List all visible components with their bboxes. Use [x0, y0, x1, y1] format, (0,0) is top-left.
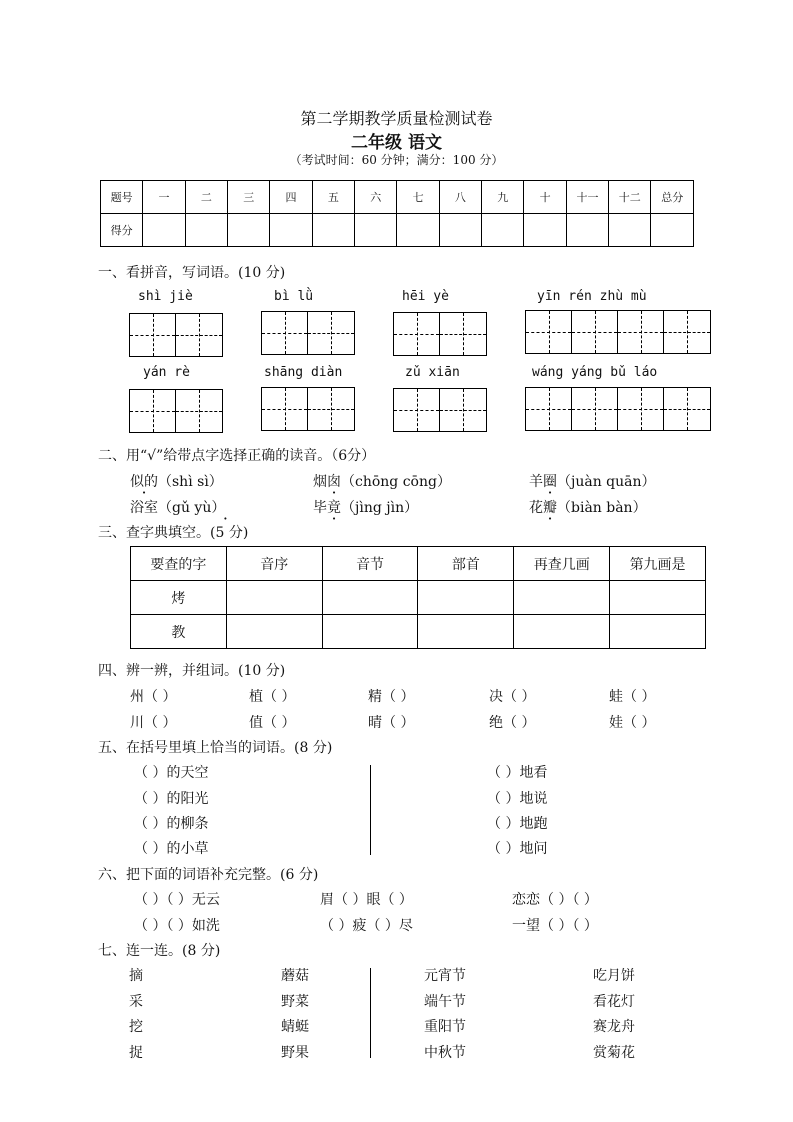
pinyin-label: yīn rén zhù mù	[537, 289, 647, 304]
score-cell[interactable]	[270, 214, 312, 247]
word-pair[interactable]: 决（ ）	[489, 689, 536, 705]
word-pair[interactable]: 晴（ ）	[368, 715, 415, 731]
dictionary-header-cell: 部首	[418, 547, 514, 581]
match-left-item[interactable]: 捉	[129, 1045, 143, 1061]
dictionary-char: 教	[131, 615, 227, 649]
reading-item	[529, 471, 656, 491]
pinyin-label: shì jiè	[138, 289, 193, 304]
item-text: 烟	[313, 474, 327, 490]
pinyin-label: bì lǜ	[274, 289, 314, 304]
exam-subtitle: 二年级 语文	[351, 133, 442, 153]
word-pair[interactable]: 精（ ）	[368, 689, 415, 705]
score-cell[interactable]	[228, 214, 270, 247]
score-header-cell: 四	[270, 181, 312, 214]
reading-item	[529, 497, 647, 517]
item-options[interactable]: （biàn bàn）	[557, 500, 647, 516]
dotted-char: 圈	[543, 474, 557, 490]
score-table	[100, 180, 694, 247]
score-cell[interactable]	[397, 214, 439, 247]
idiom-item[interactable]: （ ）疲（ ）尽	[320, 918, 413, 934]
match-left-item[interactable]: 中秋节	[424, 1045, 466, 1061]
fill-item[interactable]: （ ）地跑	[487, 816, 548, 832]
pinyin-label: shāng diàn	[264, 365, 343, 380]
idiom-item[interactable]: 眉（ ）眼（ ）	[320, 892, 413, 908]
item-text: 似	[130, 474, 144, 490]
dictionary-cell[interactable]	[610, 581, 706, 615]
divider	[370, 968, 371, 1058]
match-left-item[interactable]: 重阳节	[424, 1019, 466, 1035]
score-header-cell: 五	[312, 181, 354, 214]
score-cell[interactable]	[143, 214, 185, 247]
dictionary-header-row	[131, 547, 706, 581]
dictionary-cell[interactable]	[322, 615, 418, 649]
score-header-cell: 总分	[651, 181, 694, 214]
score-cell[interactable]	[482, 214, 524, 247]
divider	[370, 765, 371, 855]
score-header-row	[101, 181, 694, 214]
fill-item[interactable]: （ ）的天空	[134, 765, 209, 781]
match-right-item[interactable]: 吃月饼	[593, 968, 635, 984]
score-header-cell: 二	[185, 181, 227, 214]
score-cell[interactable]	[609, 214, 651, 247]
dictionary-cell[interactable]	[226, 581, 322, 615]
score-cell[interactable]	[439, 214, 481, 247]
dictionary-cell[interactable]	[418, 615, 514, 649]
item-options[interactable]: （juàn quān）	[557, 474, 656, 490]
score-header-cell: 十	[524, 181, 566, 214]
pinyin-label: zǔ xiān	[405, 365, 460, 380]
idiom-item[interactable]: （ ）（ ）无云	[134, 892, 220, 908]
match-right-item[interactable]: 蜻蜓	[281, 1019, 309, 1035]
dictionary-table	[130, 546, 706, 649]
dictionary-cell[interactable]	[226, 615, 322, 649]
pinyin-label: yán rè	[143, 365, 190, 380]
dictionary-header-cell: 音序	[226, 547, 322, 581]
dictionary-row	[131, 581, 706, 615]
score-cell[interactable]	[355, 214, 397, 247]
item-options[interactable]: （chōng cōng）	[341, 474, 451, 490]
writing-grid[interactable]	[525, 310, 711, 354]
match-left-item[interactable]: 挖	[129, 1019, 143, 1035]
score-header-cell: 十二	[609, 181, 651, 214]
word-pair[interactable]: 植（ ）	[249, 689, 296, 705]
section-2-heading: 二、用“√”给带点字选择正确的读音。（6分）	[98, 448, 376, 464]
score-cell[interactable]	[566, 214, 608, 247]
score-value-row	[101, 214, 694, 247]
dictionary-header-cell: 第九画是	[610, 547, 706, 581]
score-header-cell: 八	[439, 181, 481, 214]
dotted-char: 竟	[327, 500, 341, 516]
score-row-label: 得分	[101, 214, 143, 247]
idiom-item[interactable]: 恋恋（ ）（ ）	[512, 892, 598, 908]
dictionary-row	[131, 615, 706, 649]
word-pair[interactable]: 川（ ）	[130, 715, 177, 731]
dotted-char: 瓣	[543, 500, 557, 516]
exam-title: 第二学期教学质量检测试卷	[300, 109, 493, 128]
writing-grid[interactable]	[261, 311, 355, 355]
match-right-item[interactable]: 蘑菇	[281, 968, 309, 984]
score-header-cell: 题号	[101, 181, 143, 214]
match-right-item[interactable]: 赛龙舟	[593, 1019, 635, 1035]
dictionary-cell[interactable]	[322, 581, 418, 615]
match-right-item[interactable]: 赏菊花	[593, 1045, 635, 1061]
fill-item[interactable]: （ ）地问	[487, 841, 548, 857]
score-header-cell: 七	[397, 181, 439, 214]
item-options[interactable]: 的（shì sì）	[144, 474, 223, 490]
dictionary-cell[interactable]	[514, 615, 610, 649]
dictionary-header-cell: 音节	[322, 547, 418, 581]
dictionary-header-cell: 要查的字	[131, 547, 227, 581]
score-header-cell: 三	[228, 181, 270, 214]
idiom-item[interactable]: 一望（ ）（ ）	[512, 918, 598, 934]
writing-grid[interactable]	[525, 387, 711, 431]
pinyin-label: wáng yáng bǔ láo	[532, 365, 658, 380]
section-3-heading: 三、查字典填空。(5 分)	[98, 525, 249, 541]
reading-item	[313, 497, 418, 517]
dotted-char: 囱	[327, 474, 341, 490]
match-right-item[interactable]: 看花灯	[593, 994, 635, 1010]
match-left-item[interactable]: 元宵节	[424, 968, 466, 984]
reading-item	[130, 471, 223, 491]
word-pair[interactable]: 蛙（ ）	[609, 689, 656, 705]
fill-item[interactable]: （ ）的阳光	[134, 791, 209, 807]
score-header-cell: 六	[355, 181, 397, 214]
section-1-heading: 一、看拼音，写词语。(10 分)	[98, 265, 286, 281]
section-4-heading: 四、辨一辨，并组词。(10 分)	[98, 663, 286, 679]
writing-grid[interactable]	[393, 312, 487, 356]
score-cell[interactable]	[651, 214, 694, 247]
match-right-item[interactable]: 野果	[281, 1045, 309, 1061]
reading-item	[130, 497, 225, 517]
score-header-cell: 一	[143, 181, 185, 214]
dictionary-header-cell: 再查几画	[514, 547, 610, 581]
dictionary-cell[interactable]	[514, 581, 610, 615]
score-cell[interactable]	[524, 214, 566, 247]
score-header-cell: 十一	[566, 181, 608, 214]
score-cell[interactable]	[312, 214, 354, 247]
fill-item[interactable]: （ ）地说	[487, 791, 548, 807]
score-cell[interactable]	[185, 214, 227, 247]
section-5-heading: 五、在括号里填上恰当的词语。(8 分)	[98, 740, 333, 756]
reading-item	[313, 471, 451, 491]
match-right-item[interactable]: 野菜	[281, 994, 309, 1010]
item-text: 毕	[313, 500, 327, 516]
exam-note: （考试时间：60 分钟；满分：100 分）	[289, 153, 504, 167]
writing-grid[interactable]	[129, 313, 223, 357]
match-left-item[interactable]: 摘	[129, 968, 143, 984]
score-header-cell: 九	[482, 181, 524, 214]
item-options[interactable]: （jìng jìn）	[341, 500, 419, 516]
writing-grid[interactable]	[261, 387, 355, 431]
item-text: 花	[529, 500, 543, 516]
fill-item[interactable]: （ ）的小草	[134, 841, 209, 857]
word-pair[interactable]: 州（ ）	[130, 689, 177, 705]
writing-grid[interactable]	[129, 389, 223, 433]
dictionary-char: 烤	[131, 581, 227, 615]
word-pair[interactable]: 值（ ）	[249, 715, 296, 731]
fill-item[interactable]: （ ）地看	[487, 765, 548, 781]
section-6-heading: 六、把下面的词语补充完整。(6 分)	[98, 867, 319, 883]
item-text[interactable]: 浴室（gǔ yù）	[130, 500, 226, 516]
match-left-item[interactable]: 端午节	[424, 994, 466, 1010]
fill-item[interactable]: （ ）的柳条	[134, 816, 209, 832]
section-7-heading: 七、连一连。(8 分)	[98, 943, 221, 959]
match-left-item[interactable]: 采	[129, 994, 143, 1010]
writing-grid[interactable]	[393, 388, 487, 432]
idiom-item[interactable]: （ ）（ ）如洗	[134, 918, 220, 934]
pinyin-label: hēi yè	[402, 289, 449, 304]
dictionary-cell[interactable]	[418, 581, 514, 615]
word-pair[interactable]: 娃（ ）	[609, 715, 656, 731]
dictionary-cell[interactable]	[610, 615, 706, 649]
word-pair[interactable]: 绝（ ）	[489, 715, 536, 731]
item-text: 羊	[529, 474, 543, 490]
